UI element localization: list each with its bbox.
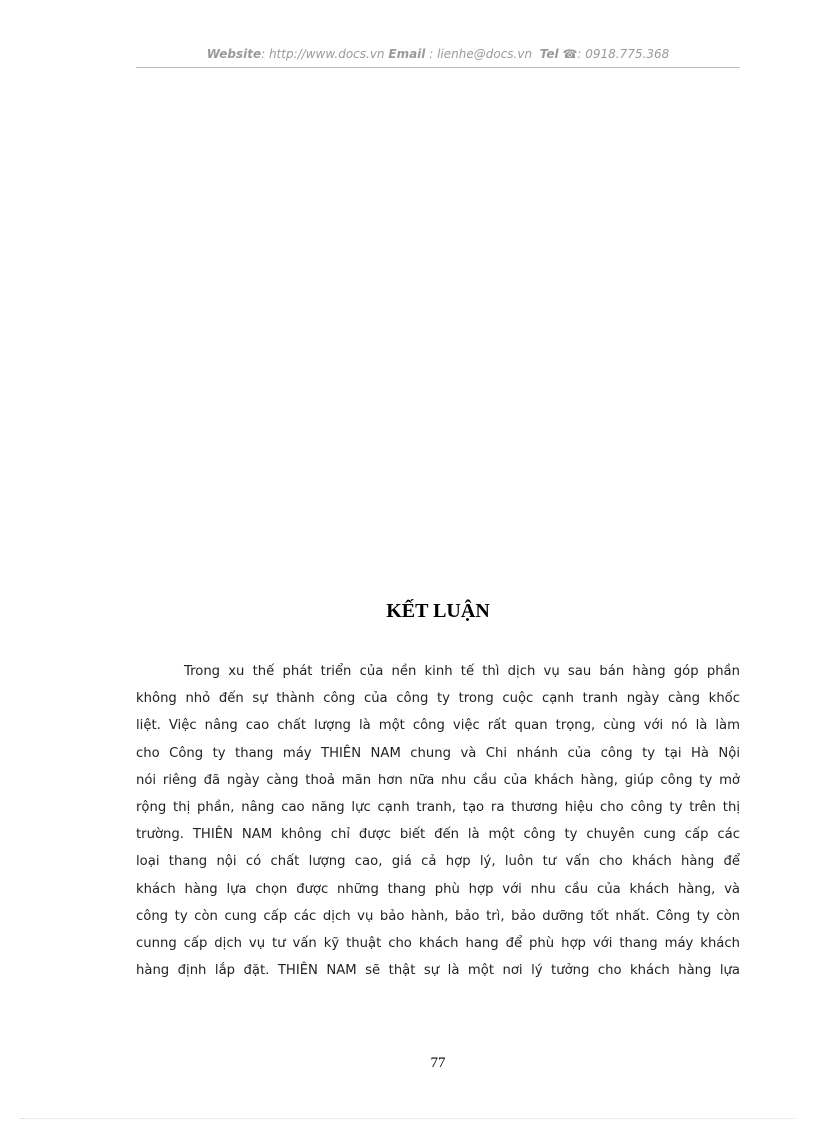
paragraph-line: trường. THIÊN NAM không chỉ được biết đến là một công ty chuyên cung cấp các xyxy=(136,827,740,843)
email-label: Email xyxy=(388,47,426,61)
paragraph-line: cho Công ty thang máy THIÊN NAM chung và Chi nhánh của công ty tại Hà Nội xyxy=(136,745,740,761)
paragraph-line: không nhỏ đến sự thành công của công ty trong cuộc cạnh tranh ngày càng khốc xyxy=(136,691,740,707)
page-number: 77 xyxy=(430,1055,446,1071)
phone-icon: ☎ xyxy=(562,47,578,61)
paragraph-line: khách hàng lựa chọn được những thang phù hợp với nhu cầu của khách hàng, và xyxy=(136,881,740,897)
page-header xyxy=(136,47,740,68)
email-value: : lienhe@docs.vn xyxy=(429,47,533,61)
tel-label: Tel xyxy=(539,47,559,61)
paragraph-line: loại thang nội có chất lượng cao, giá cả hợp lý, luôn tư vấn cho khách hàng để xyxy=(136,854,740,870)
paragraph-line: công ty còn cung cấp các dịch vụ bảo hành, bảo trì, bảo dưỡng tốt nhất. Công ty còn xyxy=(136,908,740,924)
paragraph-line: rộng thị phần, nâng cao năng lực cạnh tranh, tạo ra thương hiệu cho công ty trên thị xyxy=(136,799,740,815)
website-label: Website xyxy=(206,47,262,61)
paragraph-line: Trong xu thế phát triển của nền kinh tế thì dịch vụ sau bán hàng góp phần xyxy=(184,664,740,679)
page-title: KẾT LUẬN xyxy=(386,600,490,622)
tel-value: : 0918.775.368 xyxy=(577,47,670,61)
bottom-divider xyxy=(20,1118,796,1119)
paragraph-line: nói riêng đã ngày càng thoả mãn hơn nữa nhu cầu của khách hàng, giúp công ty mở xyxy=(136,772,740,788)
paragraph-line: liệt. Việc nâng cao chất lượng là một công việc rất quan trọng, cùng với nó là làm xyxy=(136,718,740,734)
paragraph-line: cunng cấp dịch vụ tư vấn kỹ thuật cho khách hang để phù hợp với thang máy khách xyxy=(136,935,740,951)
website-value: : http://www.docs.vn xyxy=(261,47,385,61)
paragraph-line: hàng định lắp đặt. THIÊN NAM sẽ thật sự là một nơi lý tưởng cho khách hàng lựa xyxy=(136,963,740,979)
conclusion-paragraph xyxy=(136,658,740,984)
